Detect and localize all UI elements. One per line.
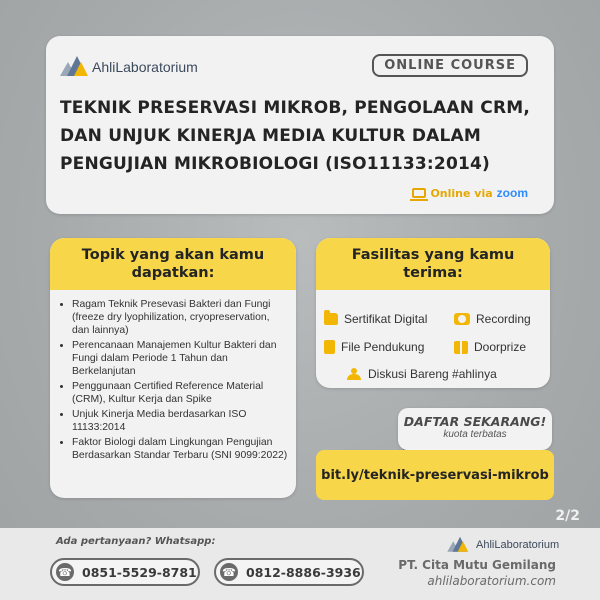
phone-icon: ☎ [56,563,74,581]
facilities-grid [316,290,550,388]
topics-card [50,238,296,498]
online-course-badge: ONLINE COURSE [372,54,528,77]
people-icon [346,368,362,380]
list-item: • Ragam Teknik Presevasi Bakteri dan Fungi (freeze dry lyophilization, cryopreservation, dan lainnya) [72,298,288,337]
brand-logo[interactable] [60,56,198,78]
register-now-title: DAFTAR SEKARANG! [403,414,547,429]
facility-sertifikat [324,312,427,326]
ahlilaboratorium-logo-icon [60,56,86,78]
zoom-logo-text: zoom [496,186,528,200]
website-link[interactable]: ahlilaboratorium.com [427,574,556,588]
laptop-icon [412,188,426,198]
facility-recording [454,312,531,326]
whatsapp-number-1[interactable] [50,558,200,586]
register-now-banner[interactable] [398,408,552,450]
facility-label: File Pendukung [341,340,425,354]
registration-link[interactable]: bit.ly/teknik-preservasi-mikrob [316,450,554,500]
folder-icon [324,313,338,325]
facility-label: Sertifikat Digital [344,312,428,326]
online-via-zoom [412,186,528,200]
list-item: • Unjuk Kinerja Media berdasarkan ISO 11133:2014 [72,408,288,434]
phone-icon: ☎ [220,563,238,581]
facility-doorprize [454,340,526,354]
phone-number: 0812-8886-3936 [246,564,361,580]
online-via-label: Online via [430,186,493,200]
footer [0,528,600,600]
whatsapp-question: Ada pertanyaan? Whatsapp: [56,536,216,547]
video-camera-icon [454,313,470,325]
ahlilaboratorium-logo-icon [447,537,467,554]
facility-label: Doorprize [474,340,527,354]
topics-list [50,298,296,462]
facilities-heading: Fasilitas yang kamu terima: [316,238,550,290]
facility-label: Diskusi Bareng #ahlinya [368,367,497,381]
brand-name: AhliLaboratorium [92,59,198,75]
quota-note: kuota terbatas [443,429,507,440]
facility-label: Recording [476,312,531,326]
facilities-card [316,238,550,388]
company-name: PT. Cita Mutu Gemilang [398,558,556,572]
phone-number: 0851-5529-8781 [82,564,197,580]
topics-heading: Topik yang akan kamu dapatkan: [50,238,296,290]
brand-name: AhliLaboratorium [476,539,560,551]
gift-icon [454,341,468,354]
page-indicator: 2/2 [555,508,580,524]
course-header-card [46,36,554,214]
whatsapp-number-2[interactable] [214,558,364,586]
list-item: • Penggunaan Certified Reference Material (CRM), Kultur Kerja dan Spike [72,380,288,406]
list-item: • Faktor Biologi dalam Lingkungan Pengujian Berdasarkan Standar Terbaru (SNI 9099:2022) [72,436,288,462]
course-title: TEKNIK PRESERVASI MIKROB, PENGOLAAN CRM, DAN UNJUK KINERJA MEDIA KULTUR DALAM PENGUJIAN MIKROBIOLOGI (ISO11133:2014) [60,98,531,174]
facility-diskusi [346,367,497,381]
footer-brand-logo[interactable] [444,534,559,556]
list-item: • Perencanaan Manajemen Kultur Bakteri dan Fungi dalam Periode 1 Tahun dan Berkelanjutan [72,339,288,378]
document-icon [324,340,335,354]
facility-file [324,340,424,354]
